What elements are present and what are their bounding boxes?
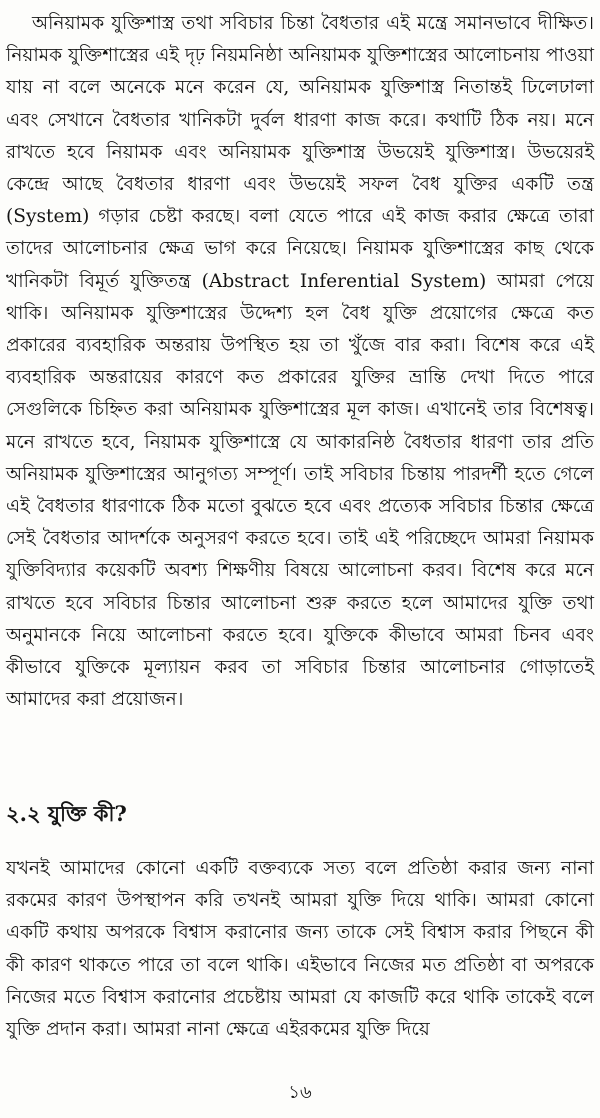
section-heading: ২.২ যুক্তি কী? [6,801,127,826]
body-text-top [6,8,594,716]
page-number: ১৬ [288,1082,312,1103]
paragraph-continuation: অনিয়ামক যুক্তিশাস্ত্র তথা সবিচার চিন্তা বৈধতার এই মন্ত্রে সমানভাবে দীক্ষিত। নিয়ামক যুক্তিশাস্ত্রের এই দৃঢ় নিয়মনিষ্ঠা অনিয়ামক যুক্তিশাস্ত্রের আলোচনায় পাওয়া যায় না বলে অনেকে মনে করেন যে, অনিয়ামক যুক্তিশাস্ত্র নিতান্তই ঢিলেঢালা এবং সেখানে বৈধতার খানিকটা দুর্বল ধারণা কাজ করে। কথাটি ঠিক নয়। মনে রাখতে হবে নিয়ামক এবং অনিয়ামক যুক্তিশাস্ত্র উভয়েই যুক্তিশাস্ত্র। উভয়েরই কেন্দ্রে আছে বৈধতার ধারণা এবং উভয়েই সফল বৈধ যুক্তির একটি তন্ত্র (System) গড়ার চেষ্টা করছে। বলা যেতে পারে এই কাজ করার ক্ষেত্রে তারা তাদের আলোচনার ক্ষেত্র ভাগ করে নিয়েছে। নিয়ামক যুক্তিশাস্ত্রের কাছ থেকে খানিকটা বিমূর্ত যুক্তিতন্ত্র (Abstract Inferential System) আমরা পেয়ে থাকি। অনিয়ামক যুক্তিশাস্ত্রের উদ্দেশ্য হল বৈধ যুক্তি প্রয়োগের ক্ষেত্রে কত প্রকারের ব্যবহারিক অন্তরায় উপস্থিত হয় তা খুঁজে বার করা। বিশেষ করে এই ব্যবহারিক অন্তরায়ের কারণে কত প্রকারের যুক্তির ভ্রান্তি দেখা দিতে পারে সেগুলিকে চিহ্নিত করা অনিয়ামক যুক্তিশাস্ত্রের মূল কাজ। এখানেই তার বিশেষত্ব। মনে রাখতে হবে, নিয়ামক যুক্তিশাস্ত্রে যে আকারনিষ্ঠ বৈধতার ধারণা তার প্রতি অনিয়ামক যুক্তিশাস্ত্রের আনুগত্য সম্পূর্ণ। তাই সবিচার চিন্তায় পারদর্শী হতে গেলে এই বৈধতার ধারণাকে ঠিক মতো বুঝতে হবে এবং প্রত্যেক সবিচার চিন্তার ক্ষেত্রে সেই বৈধতার আদর্শকে অনুসরণ করতে হবে। তাই এই পরিচ্ছেদে আমরা নিয়ামক যুক্তিবিদ্যার কয়েকটি অবশ্য শিক্ষণীয় বিষয়ে আলোচনা করব। বিশেষ করে মনে রাখতে হবে সবিচার চিন্তার আলোচনা শুরু করতে হলে আমাদের যুক্তি তথা অনুমানকে নিয়ে আলোচনা করতে হবে। যুক্তিকে কীভাবে আমরা চিনব এবং কীভাবে যুক্তিকে মূল্যায়ন করব তা সবিচার চিন্তার আলোচনার গোড়াতেই আমাদের করা প্রয়োজন। [6,13,594,711]
body-text-bottom [6,853,594,1046]
paragraph-section-intro: যখনই আমাদের কোনো একটি বক্তব্যকে সত্য বলে প্রতিষ্ঠা করার জন্য নানা রকমের কারণ উপস্থাপন করি তখনই আমরা যুক্তি দিয়ে থাকি। আমরা কোনো একটি কথায় অপরকে বিশ্বাস করানোর জন্য তাকে সেই বিশ্বাস করার পিছনে কী কী কারণ থাকতে পারে তা বলে থাকি। এইভাবে নিজের মত প্রতিষ্ঠা বা অপরকে নিজের মতে বিশ্বাস করানোর প্রচেষ্টায় আমরা যে কাজটি করে থাকি তাকেই বলে যুক্তি প্রদান করা। আমরা নানা ক্ষেত্রে এইরকমের যুক্তি দিয়ে [6,858,594,1041]
